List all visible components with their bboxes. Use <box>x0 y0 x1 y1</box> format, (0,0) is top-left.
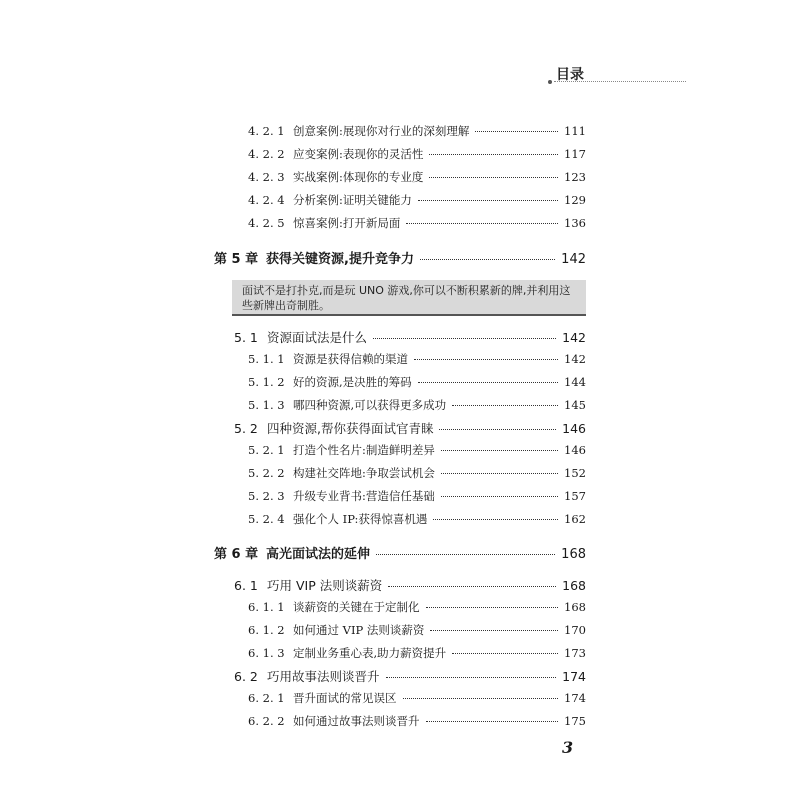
entry-page: 111 <box>564 124 586 138</box>
entry-title: 如何通过 VIP 法则谈薪资 <box>293 623 425 637</box>
entry-title: 好的资源,是决胜的筹码 <box>293 375 412 389</box>
dot-leader <box>430 630 558 631</box>
dot-leader <box>418 382 558 383</box>
entry-page: 152 <box>564 466 586 480</box>
entry-title: 资源是获得信赖的渠道 <box>293 352 408 366</box>
section-number: 5. 2 <box>234 421 258 436</box>
chapter-page: 142 <box>561 252 586 267</box>
dot-leader <box>418 200 558 201</box>
entry-title: 如何通过故事法则谈晋升 <box>293 714 420 728</box>
section-title: 资源面试法是什么 <box>267 330 368 345</box>
dot-leader <box>414 359 558 360</box>
entry-number: 6. 2. 1 <box>248 691 285 705</box>
section-number: 6. 2 <box>234 669 258 684</box>
entry-number: 5. 2. 2 <box>248 466 285 480</box>
toc-entry[interactable] <box>248 123 586 139</box>
dot-leader <box>420 259 555 260</box>
dot-leader <box>441 496 558 497</box>
entry-number: 5. 2. 4 <box>248 512 285 526</box>
dot-leader <box>403 698 559 699</box>
page-number: 3 <box>562 738 574 757</box>
section-title: 巧用 VIP 法则谈薪资 <box>267 578 383 593</box>
entry-title: 打造个性名片:制造鲜明差异 <box>293 443 435 457</box>
dot-leader <box>452 405 558 406</box>
chapter-number: 第 6 章 <box>214 547 259 562</box>
entry-page: 144 <box>564 375 586 389</box>
entry-page: 136 <box>564 216 586 230</box>
entry-page: 142 <box>564 352 586 366</box>
toc-entry[interactable] <box>248 397 586 413</box>
section-6-2-entry[interactable] <box>234 667 586 685</box>
toc-entry[interactable] <box>248 465 586 481</box>
entry-page: 123 <box>564 170 586 184</box>
chapter-summary-note: 面试不是打扑克,而是玩 UNO 游戏,你可以不断积累新的牌,并利用这些新牌出奇制胜。 <box>232 280 586 316</box>
toc-entry[interactable] <box>248 488 586 504</box>
entry-page: 117 <box>564 147 586 161</box>
entry-page: 175 <box>564 714 586 728</box>
entry-number: 5. 1. 3 <box>248 398 285 412</box>
dot-leader <box>441 473 558 474</box>
chapter-page: 168 <box>561 547 586 562</box>
entry-number: 6. 1. 1 <box>248 600 285 614</box>
entry-number: 6. 1. 3 <box>248 646 285 660</box>
toc-entry[interactable] <box>248 442 586 458</box>
section-title: 巧用故事法则谈晋升 <box>267 669 380 684</box>
dot-leader <box>439 429 556 430</box>
entry-number: 4. 2. 5 <box>248 216 285 230</box>
section-5-1-entry[interactable] <box>234 328 586 346</box>
chapter-6-entry[interactable] <box>214 543 586 562</box>
chapter-number: 第 5 章 <box>214 252 259 267</box>
section-page: 142 <box>562 330 586 345</box>
entry-number: 5. 2. 1 <box>248 443 285 457</box>
entry-page: 162 <box>564 512 586 526</box>
entry-title: 谈薪资的关键在于定制化 <box>293 600 420 614</box>
entry-number: 5. 2. 3 <box>248 489 285 503</box>
section-title: 四种资源,帮你获得面试官青睐 <box>267 421 434 436</box>
dot-leader <box>386 677 557 678</box>
entry-number: 4. 2. 3 <box>248 170 285 184</box>
entry-title: 定制业务重心表,助力薪资提升 <box>293 646 447 660</box>
chapter-title: 高光面试法的延伸 <box>266 547 371 562</box>
entry-page: 173 <box>564 646 586 660</box>
dot-leader <box>376 554 555 555</box>
toc-entry[interactable] <box>248 169 586 185</box>
entry-page: 168 <box>564 600 586 614</box>
dot-leader <box>406 223 558 224</box>
entry-title: 哪四种资源,可以获得更多成功 <box>293 398 447 412</box>
section-6-1-entry[interactable] <box>234 576 586 594</box>
entry-page: 174 <box>564 691 586 705</box>
dot-leader <box>452 653 558 654</box>
entry-page: 145 <box>564 398 586 412</box>
dot-leader <box>373 338 556 339</box>
entry-number: 5. 1. 2 <box>248 375 285 389</box>
entry-title: 升级专业背书:营造信任基础 <box>293 489 435 503</box>
toc-entry[interactable] <box>248 645 586 661</box>
section-page: 168 <box>562 578 586 593</box>
toc-entry[interactable] <box>248 351 586 367</box>
section-5-2-entry[interactable] <box>234 419 586 437</box>
dot-leader <box>426 607 559 608</box>
toc-entry[interactable] <box>248 599 586 615</box>
entry-number: 6. 1. 2 <box>248 623 285 637</box>
entry-title: 实战案例:体现你的专业度 <box>293 170 424 184</box>
toc-entry[interactable] <box>248 690 586 706</box>
entry-title: 晋升面试的常见误区 <box>293 691 397 705</box>
dot-leader <box>429 154 558 155</box>
entry-title: 强化个人 IP:获得惊喜机遇 <box>293 512 428 526</box>
toc-entry[interactable] <box>248 511 586 527</box>
section-page: 146 <box>562 421 586 436</box>
toc-entry[interactable] <box>248 215 586 231</box>
entry-page: 129 <box>564 193 586 207</box>
dot-leader <box>475 131 558 132</box>
dot-leader <box>429 177 558 178</box>
toc-entry[interactable] <box>248 192 586 208</box>
section-page: 174 <box>562 669 586 684</box>
entry-title: 创意案例:展现你对行业的深刻理解 <box>293 124 470 138</box>
entry-page: 170 <box>564 623 586 637</box>
entry-title: 分析案例:证明关键能力 <box>293 193 412 207</box>
toc-entry[interactable] <box>248 622 586 638</box>
entry-page: 146 <box>564 443 586 457</box>
toc-entry[interactable] <box>248 146 586 162</box>
entry-title: 构建社交阵地:争取尝试机会 <box>293 466 435 480</box>
section-number: 5. 1 <box>234 330 258 345</box>
entry-title: 惊喜案例:打开新局面 <box>293 216 401 230</box>
section-number: 6. 1 <box>234 578 258 593</box>
chapter-title: 获得关键资源,提升竞争力 <box>266 252 414 267</box>
entry-page: 157 <box>564 489 586 503</box>
toc-entry[interactable] <box>248 374 586 390</box>
entry-number: 6. 2. 2 <box>248 714 285 728</box>
dot-leader <box>441 450 558 451</box>
dot-leader <box>388 586 556 587</box>
entry-title: 应变案例:表现你的灵活性 <box>293 147 424 161</box>
entry-number: 4. 2. 1 <box>248 124 285 138</box>
toc-entry[interactable] <box>248 713 586 729</box>
header-title: 目录 <box>556 67 584 83</box>
dot-leader <box>426 721 559 722</box>
entry-number: 4. 2. 2 <box>248 147 285 161</box>
entry-number: 4. 2. 4 <box>248 193 285 207</box>
entry-number: 5. 1. 1 <box>248 352 285 366</box>
dot-leader <box>433 519 558 520</box>
chapter-5-entry[interactable] <box>214 248 586 267</box>
